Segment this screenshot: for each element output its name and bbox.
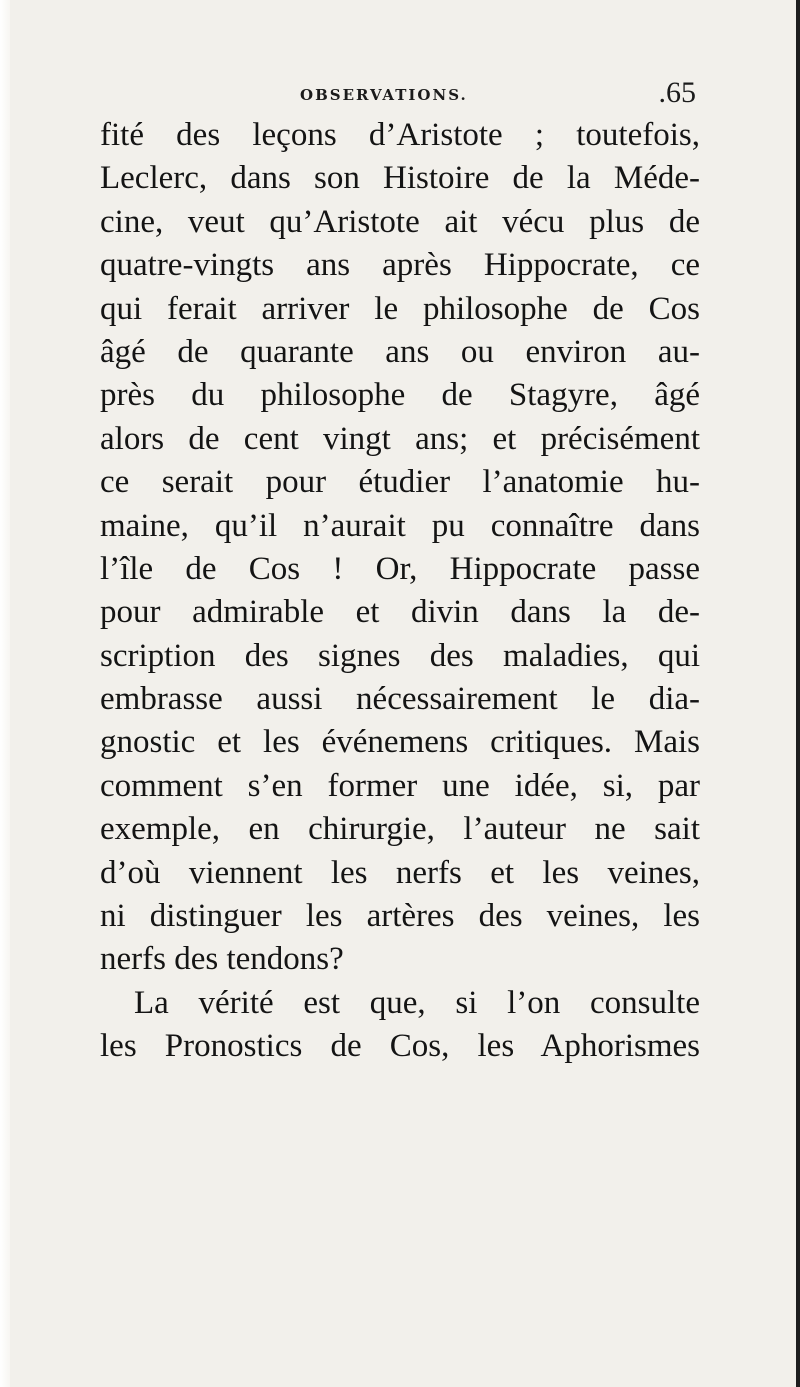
page-edge-left — [0, 0, 10, 1387]
text-line: maine, qu’il n’aurait pu connaître dans — [100, 507, 700, 544]
text-line: quatre-vingts ans après Hippocrate, ce — [100, 247, 700, 284]
text-line: exemple, en chirurgie, l’auteur ne sait — [100, 811, 700, 848]
text-line: l’île de Cos ! Or, Hippocrate passe — [100, 550, 700, 587]
text-line: comment s’en former une idée, si, par — [100, 767, 700, 804]
text-line: scription des signes des maladies, qui — [100, 637, 700, 674]
paragraph-start-line: La vérité est que, si l’on consulte — [134, 984, 700, 1021]
text-line: âgé de quarante ans ou environ au- — [100, 333, 700, 370]
text-line: les Pronostics de Cos, les Aphorismes — [100, 1028, 700, 1065]
page-edge-right — [796, 0, 800, 1387]
text-line: embrasse aussi nécessairement le dia- — [100, 681, 700, 718]
text-line: fité des leçons d’Aristote ; toutefois, — [100, 117, 700, 153]
text-line: qui ferait arriver le philosophe de Cos — [100, 290, 700, 327]
paragraph-end-line: nerfs des tendons? — [100, 941, 344, 978]
page-number: .65 — [658, 76, 696, 109]
text-line: cine, veut qu’Aristote ait vécu plus de — [100, 203, 700, 240]
text-line: ni distinguer les artères des veines, les — [100, 898, 700, 935]
text-line: Leclerc, dans son Histoire de la Méde- — [100, 160, 700, 197]
text-line: alors de cent vingt ans; et précisément — [100, 420, 700, 457]
text-line: pour admirable et divin dans la de- — [100, 594, 700, 631]
text-line: près du philosophe de Stagyre, âgé — [100, 377, 700, 414]
running-title: OBSERVATIONS. — [300, 86, 468, 104]
running-header — [100, 78, 700, 108]
text-line: ce serait pour étudier l’anatomie hu- — [100, 464, 700, 501]
text-line: gnostic et les événemens critiques. Mais — [100, 724, 700, 761]
body-text — [100, 114, 700, 1069]
text-line: d’où viennent les nerfs et les veines, — [100, 854, 700, 891]
